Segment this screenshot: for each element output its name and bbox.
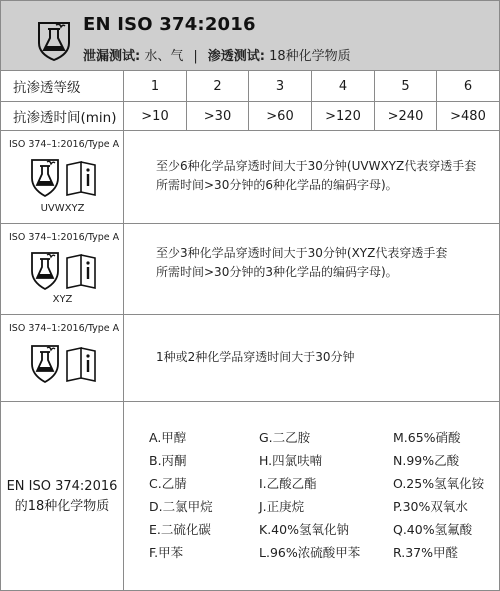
standard-label: ISO 374–1:2016/Type A (9, 323, 120, 334)
time-label: 抗渗透时间(min) (1, 102, 124, 130)
chemical-item: B.丙酮 (149, 453, 187, 468)
time-cell: >30 (187, 102, 249, 130)
type-badge-cell (1, 224, 124, 314)
level-row (1, 71, 499, 102)
subtitle-separator: | (193, 49, 198, 64)
chemical-item: N.99%乙酸 (393, 453, 460, 468)
time-cell: >120 (312, 102, 375, 130)
chemical-item: R.37%甲醛 (393, 545, 458, 560)
chemical-item: J.正庚烷 (259, 499, 305, 514)
level-cell: 2 (187, 71, 249, 101)
level-cell: 1 (124, 71, 187, 101)
chemical-flask-shield-icon (37, 21, 71, 61)
flask-shield-and-manual-icon (31, 159, 101, 199)
header (1, 1, 499, 71)
type-badge-cell (1, 131, 124, 223)
chemical-item: F.甲苯 (149, 545, 184, 560)
standard-label: ISO 374–1:2016/Type A (9, 139, 120, 150)
chemical-code: UVWXYZ (40, 203, 85, 214)
chemical-list-label (1, 402, 124, 591)
chemical-code: XYZ (52, 294, 73, 305)
time-cell: >240 (375, 102, 437, 130)
level-cell: 5 (375, 71, 437, 101)
level-cell: 4 (312, 71, 375, 101)
description-line: 至少3种化学品穿透时间大于30分钟(XYZ代表穿透手套 (156, 246, 448, 260)
chemical-item: E.二硫化碳 (149, 522, 211, 537)
chemical-item: Q.40%氢氟酸 (393, 522, 473, 537)
chemical-item: C.乙腈 (149, 476, 187, 491)
description-line: 所需时间>30分钟的3种化学品的编码字母)。 (156, 265, 398, 279)
type-description (156, 348, 486, 367)
description-line: 至少6种化学品穿透时间大于30分钟(UVWXYZ代表穿透手套 (156, 159, 477, 173)
chemical-item: I.乙酸乙酯 (259, 476, 317, 491)
time-row (1, 102, 499, 131)
type-a-xyz-section (1, 224, 499, 315)
chemical-item: P.30%双氧水 (393, 499, 468, 514)
chemical-item: K.40%氢氧化钠 (259, 522, 349, 537)
type-badge-cell (1, 315, 124, 401)
description-line: 所需时间>30分钟的6种化学品的编码字母)。 (156, 178, 398, 192)
permeation-test-value: 18种化学物质 (264, 49, 351, 64)
leak-test-label: 泄漏测试: (83, 49, 141, 64)
chemical-item: D.二氯甲烷 (149, 499, 213, 514)
time-cell: >10 (124, 102, 187, 130)
chemical-item: H.四氯呋喃 (259, 453, 323, 468)
level-cell: 3 (249, 71, 312, 101)
time-cell: >60 (249, 102, 312, 130)
chemical-item: G.二乙胺 (259, 430, 311, 445)
type-description (156, 157, 486, 195)
chemical-item: O.25%氢氧化铵 (393, 476, 485, 491)
type-a-basic-section (1, 315, 499, 402)
flask-shield-and-manual-icon (31, 252, 101, 292)
time-cell: >480 (450, 108, 486, 124)
leak-test-value: 水、气 (140, 49, 184, 64)
description-line: 1种或2种化学品穿透时间大于30分钟 (156, 350, 355, 364)
type-a-uvwxyz-section (1, 131, 499, 224)
chemical-list-label-line: EN ISO 374:2016 (6, 479, 118, 494)
permeation-test-label: 渗透测试: (207, 49, 265, 64)
chemical-item: A.甲醇 (149, 430, 187, 445)
page-title: EN ISO 374:2016 (83, 14, 256, 35)
chemical-item: M.65%硝酸 (393, 430, 461, 445)
chemical-list-label-line: 的18种化学物质 (14, 499, 110, 514)
level-label: 抗渗透等级 (1, 71, 124, 101)
chemical-item: L.96%浓硫酸甲苯 (259, 545, 361, 560)
chemical-list-section (1, 402, 499, 591)
level-cell: 6 (463, 78, 473, 94)
standard-label: ISO 374–1:2016/Type A (9, 232, 120, 243)
flask-shield-and-manual-icon (31, 345, 101, 385)
test-summary (83, 45, 351, 64)
type-description (156, 244, 486, 282)
